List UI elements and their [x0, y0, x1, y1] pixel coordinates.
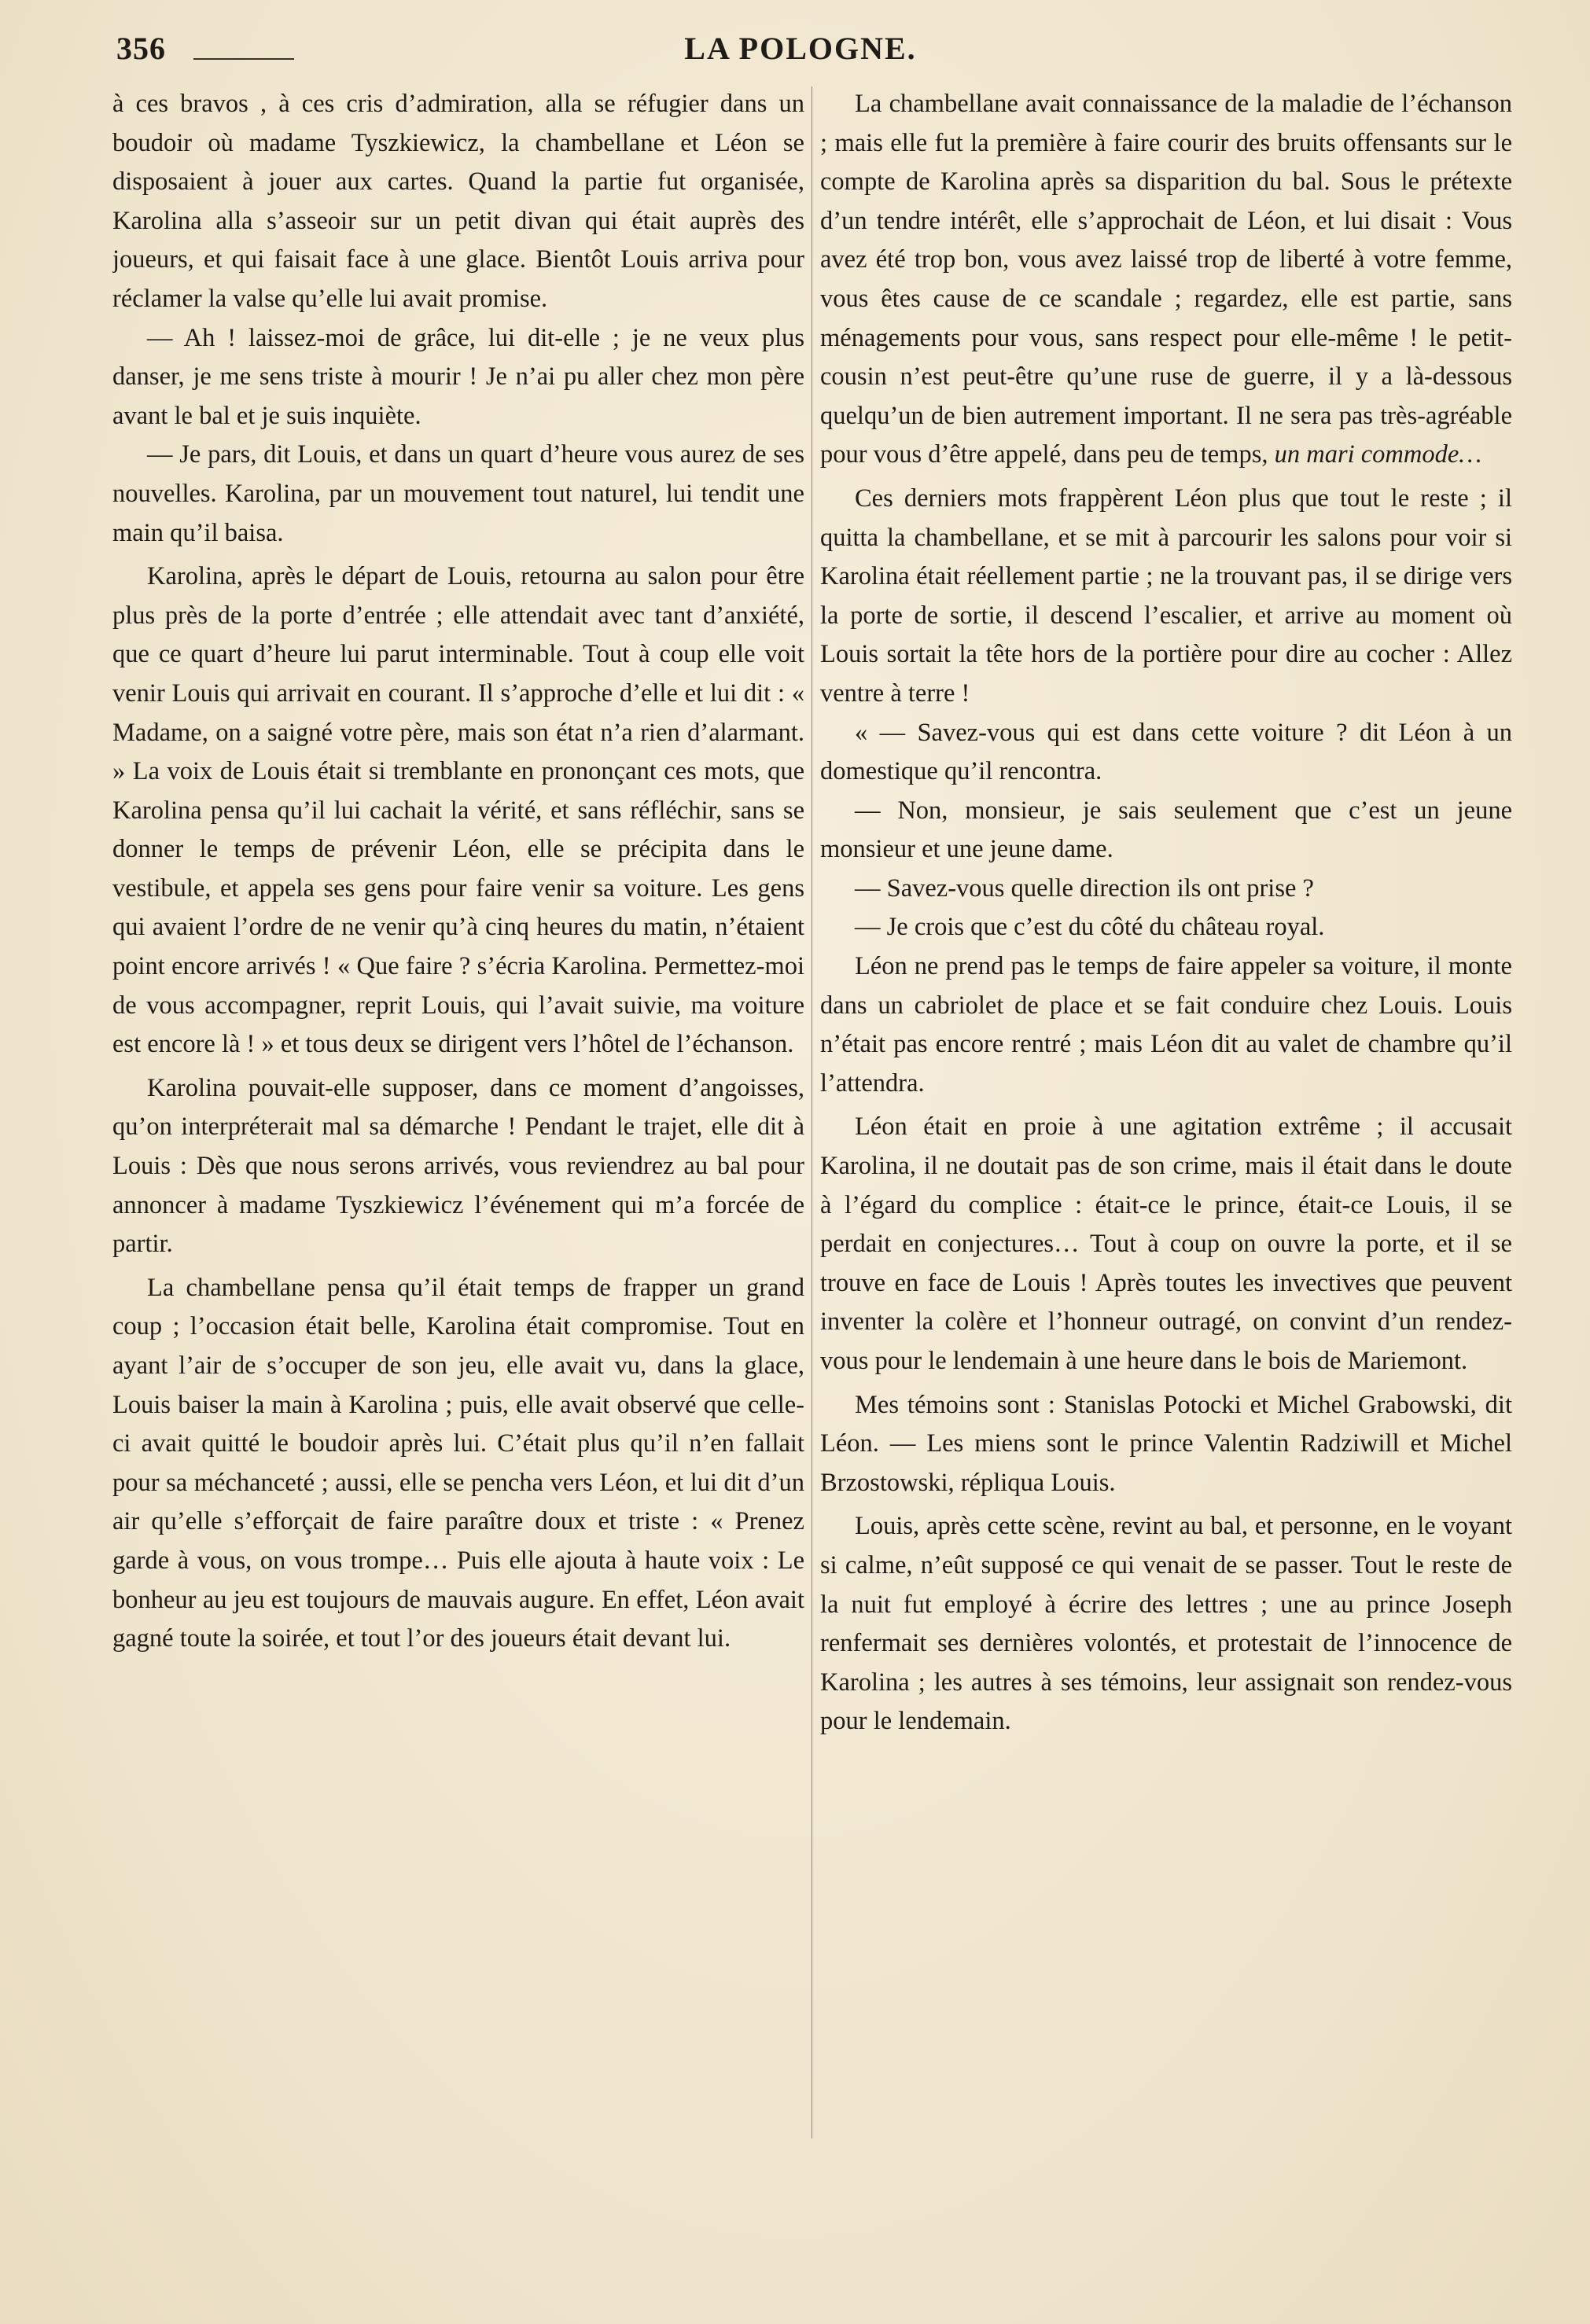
- paragraph: [820, 85, 1512, 475]
- paragraph: — Non, monsieur, je sais seulement que c’est un jeune monsieur et une jeune dame.: [820, 796, 1512, 864]
- italic-phrase: un mari commode…: [1274, 440, 1482, 469]
- paragraph: Léon ne prend pas le temps de faire appeler sa voiture, il monte dans un cabriolet de place et se fait conduire chez Louis. Louis n’était pas encore rentré ; mais Léon dit au valet de chambre qu’il l’attendra.: [820, 952, 1512, 1098]
- paragraph: — Savez-vous quelle direction ils ont prise ?: [855, 873, 1314, 903]
- page-number: 356: [116, 31, 166, 66]
- page-header: [116, 30, 1485, 77]
- paragraph: Karolina, après le départ de Louis, retourna au salon pour être plus près de la porte d’entrée ; elle attendait avec tant d’anxiété, que ce quart d’heure lui parut interminable. Tout à coup elle voit venir Louis qui arrivait en courant. Il s’approche d’elle et lui dit : « Madame, on a saigné votre père, mais son état n’a rien d’alarmant. » La voix de Louis était si tremblante en prononçant ces mots, que Karolina pensa qu’il lui cachait la vérité, et sans réfléchir, sans se donner le temps de prévenir Léon, elle se précipita dans le vestibule, et appela ses gens pour faire venir sa voiture. Les gens qui avaient l’ordre de ne venir qu’à cinq heures du matin, n’étaient point encore arrivés ! « Que faire ? s’écria Karolina. Permettez-moi de vous accompagner, reprit Louis, qui l’avait suivie, ma voiture est encore là ! » et tous deux se dirigent vers l’hôtel de l’échanson.: [112, 562, 804, 1059]
- paragraph: La chambellane pensa qu’il était temps de frapper un grand coup ; l’occasion était belle, Karolina était compromise. Tout en ayant l’air de s’occuper de son jeu, elle avait vu, dans la glace, Louis baiser la main à Karolina ; puis, elle avait observé que celle-ci avait quitté le boudoir après lui. C’était plus qu’il n’en fallait pour sa méchanceté ; aussi, elle se pencha vers Léon, et lui dit d’un air qu’elle s’efforçait de faire paraître doux et triste : « Prenez garde à vous, on vous trompe… Puis elle ajouta à haute voix : Le bonheur au jeu est toujours de mauvais augure. En effet, Léon avait gagné toute la soirée, et tout l’or des joueurs était devant lui.: [112, 1273, 804, 1653]
- paragraph: à ces bravos , à ces cris d’admiration, alla se réfugier dans un boudoir où madame Tyszkiewicz, la chambellane et Léon se disposaient à jouer aux cartes. Quand la partie fut organisée, Karolina alla s’asseoir sur un petit divan qui était auprès des joueurs, et qui faisait face à une glace. Bientôt Louis arriva pour réclamer la valse qu’elle lui avait promise.: [112, 90, 804, 313]
- paragraph: — Je crois que c’est du côté du château royal.: [855, 913, 1325, 942]
- paragraph: — Je pars, dit Louis, et dans un quart d’heure vous aurez de ses nouvelles. Karolina, par un mouvement tout naturel, lui tendit une main qu’il baisa.: [112, 440, 804, 547]
- running-title: LA POLOGNE.: [684, 31, 917, 66]
- paragraph: Ces derniers mots frappèrent Léon plus que tout le reste ; il quitta la chambellane, et se mit à parcourir les salons pour voir si Karolina était réellement partie ; ne la trouvant pas, il se dirige vers la porte de sortie, il descend l’escalier, et arrive au moment où Louis sortait la tête hors de la portière pour dire au cocher : Allez ventre à terre !: [820, 484, 1512, 708]
- paragraph: Louis, après cette scène, revint au bal, et personne, en le voyant si calme, n’eût supposé ce qui venait de se passer. Tout le reste de la nuit fut employé à écrire des lettres ; une au prince Joseph renfermait ses dernières volontés, et protestait de l’innocence de Karolina ; les autres à ses témoins, leur assignait son rendez-vous pour le lendemain.: [820, 1512, 1512, 1736]
- paragraph: Léon était en proie à une agitation extrême ; il accusait Karolina, il ne doutait pas de son crime, mais il était dans le doute à l’égard du complice : était-ce le prince, était-ce Louis, il se perdait en conjectures… Tout à coup on ouvre la porte, et il se trouve en face de Louis ! Après toutes les invectives que peuvent inventer la colère et l’honneur outragé, on convint d’un rendez-vous pour le lendemain à une heure dans le bois de Mariemont.: [820, 1112, 1512, 1375]
- paragraph-text: La chambellane avait connaissance de la maladie de l’échanson ; mais elle fut la première à faire courir des bruits offensants sur le compte de Karolina après sa disparition du bal. Sous le prétexte d’un tendre intérêt, elle s’approchait de Léon, et lui disait : Vous avez été trop bon, vous avez laissé trop de liberté à votre femme, vous êtes cause de ce scandale ; regardez, elle est partie, sans ménagements pour vous, sans respect pour elle-même ! le petit-cousin n’est peut-être qu’une ruse de guerre, il y a là-dessous quelqu’un de bien autrement important. Il ne sera pas très-agréable pour vous d’être appelé, dans peu de temps,: [820, 90, 1512, 469]
- paragraph: Mes témoins sont : Stanislas Potocki et Michel Grabowski, dit Léon. — Les miens sont le prince Valentin Radziwill et Michel Brzostowski, répliqua Louis.: [820, 1390, 1512, 1497]
- right-column: [820, 85, 1512, 2160]
- paragraph: « — Savez-vous qui est dans cette voiture ? dit Léon à un domestique qu’il rencontra.: [820, 718, 1512, 786]
- paragraph: — Ah ! laissez-moi de grâce, lui dit-elle ; je ne veux plus danser, je me sens triste à mourir ! Je n’ai pu aller chez mon père avant le bal et je suis inquiète.: [112, 323, 804, 430]
- paragraph: Karolina pouvait-elle supposer, dans ce moment d’angoisses, qu’on interpréterait mal sa démarche ! Pendant le trajet, elle dit à Louis : Dès que nous serons arrivés, vous reviendrez au bal pour annoncer à madame Tyszkiewicz l’événement qui m’a forcée de partir.: [112, 1073, 804, 1259]
- left-column: [112, 85, 804, 2160]
